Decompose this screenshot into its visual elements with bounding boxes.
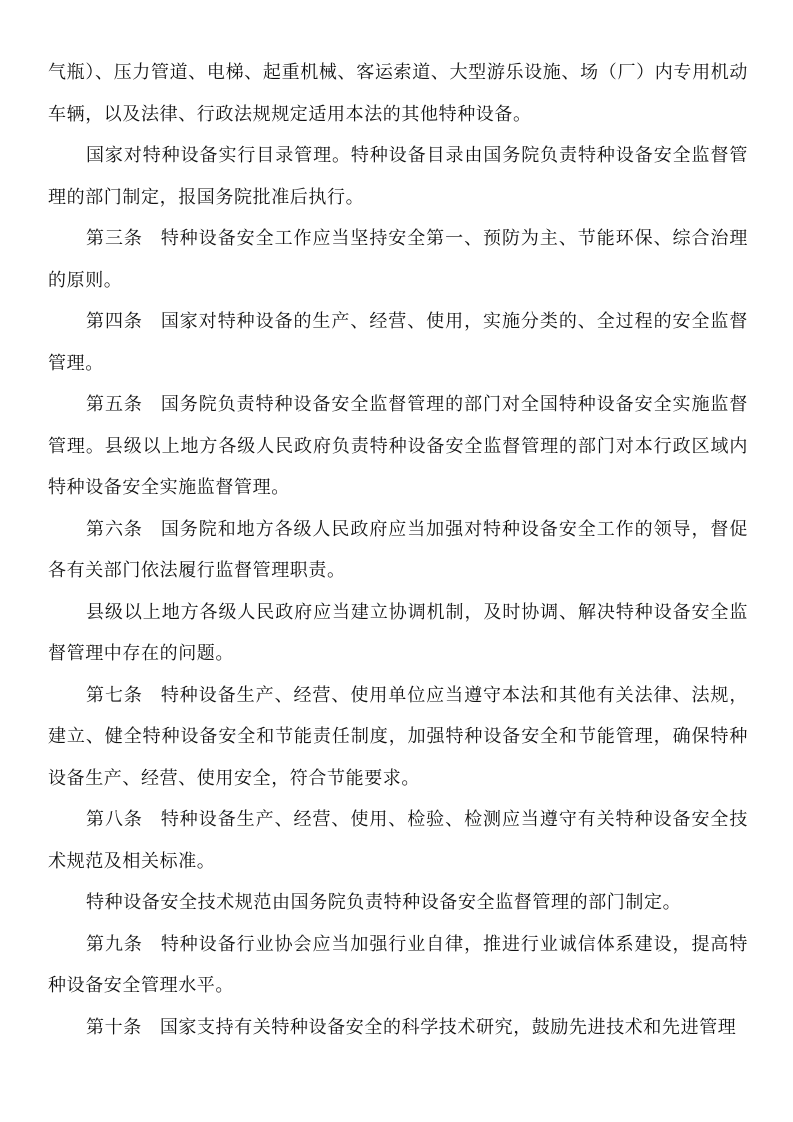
article-4 [48, 301, 748, 384]
article-label: 第七条 [86, 684, 143, 706]
article-label: 第九条 [86, 933, 143, 955]
article-8 [48, 799, 748, 882]
paragraph-text: 特种设备安全技术规范由国务院负责特种设备安全监督管理的部门制定。 [86, 892, 682, 913]
article-text: 国务院和地方各级人民政府应当加强对特种设备安全工作的领导，督促各有关部门依法履行监督管理职责。 [48, 518, 748, 581]
article-label: 第十条 [86, 1016, 142, 1038]
paragraph-text: 国家对特种设备实行目录管理。特种设备目录由国务院负责特种设备安全监督管理的部门制定，报国务院批准后执行。 [48, 145, 748, 208]
article-label: 第五条 [86, 394, 143, 415]
article-text: 特种设备生产、经营、使用单位应当遵守本法和其他有关法律、法规，建立、健全特种设备安全和节能责任制度，加强特种设备安全和节能管理，确保特种设备生产、经营、使用安全，符合节能要求。 [48, 684, 748, 789]
paragraph-catalog-management [48, 135, 748, 218]
article-8-paragraph-2 [48, 882, 748, 924]
document-page [48, 52, 748, 1048]
paragraph-text: 县级以上地方各级人民政府应当建立协调机制，及时协调、解决特种设备安全监督管理中存在的问题。 [48, 601, 748, 664]
paragraph-text: 气瓶）、压力管道、电梯、起重机械、客运索道、大型游乐设施、场（厂）内专用机动车辆，以及法律、行政法规规定适用本法的其他特种设备。 [48, 62, 748, 125]
article-text: 特种设备行业协会应当加强行业自律，推进行业诚信体系建设，提高特种设备安全管理水平。 [48, 933, 748, 996]
article-text: 国家支持有关特种设备安全的科学技术研究，鼓励先进技术和先进管理 [159, 1016, 737, 1038]
article-text: 特种设备生产、经营、使用、检验、检测应当遵守有关特种设备安全技术规范及相关标准。 [48, 809, 748, 872]
article-6-paragraph-2 [48, 592, 748, 675]
article-3 [48, 218, 748, 301]
article-10 [48, 1007, 748, 1049]
article-label: 第八条 [86, 809, 143, 830]
article-label: 第六条 [86, 518, 143, 540]
article-label: 第三条 [86, 228, 143, 249]
article-7 [48, 675, 748, 800]
article-6 [48, 509, 748, 592]
article-5 [48, 384, 748, 509]
article-text: 国务院负责特种设备安全监督管理的部门对全国特种设备安全实施监督管理。县级以上地方各级人民政府负责特种设备安全监督管理的部门对本行政区域内特种设备安全实施监督管理。 [48, 394, 748, 498]
article-9 [48, 924, 748, 1007]
article-label: 第四条 [86, 311, 143, 332]
paragraph-continuation [48, 52, 748, 135]
article-text: 国家对特种设备的生产、经营、使用，实施分类的、全过程的安全监督管理。 [48, 311, 748, 374]
article-text: 特种设备安全工作应当坚持安全第一、预防为主、节能环保、综合治理的原则。 [48, 228, 748, 291]
